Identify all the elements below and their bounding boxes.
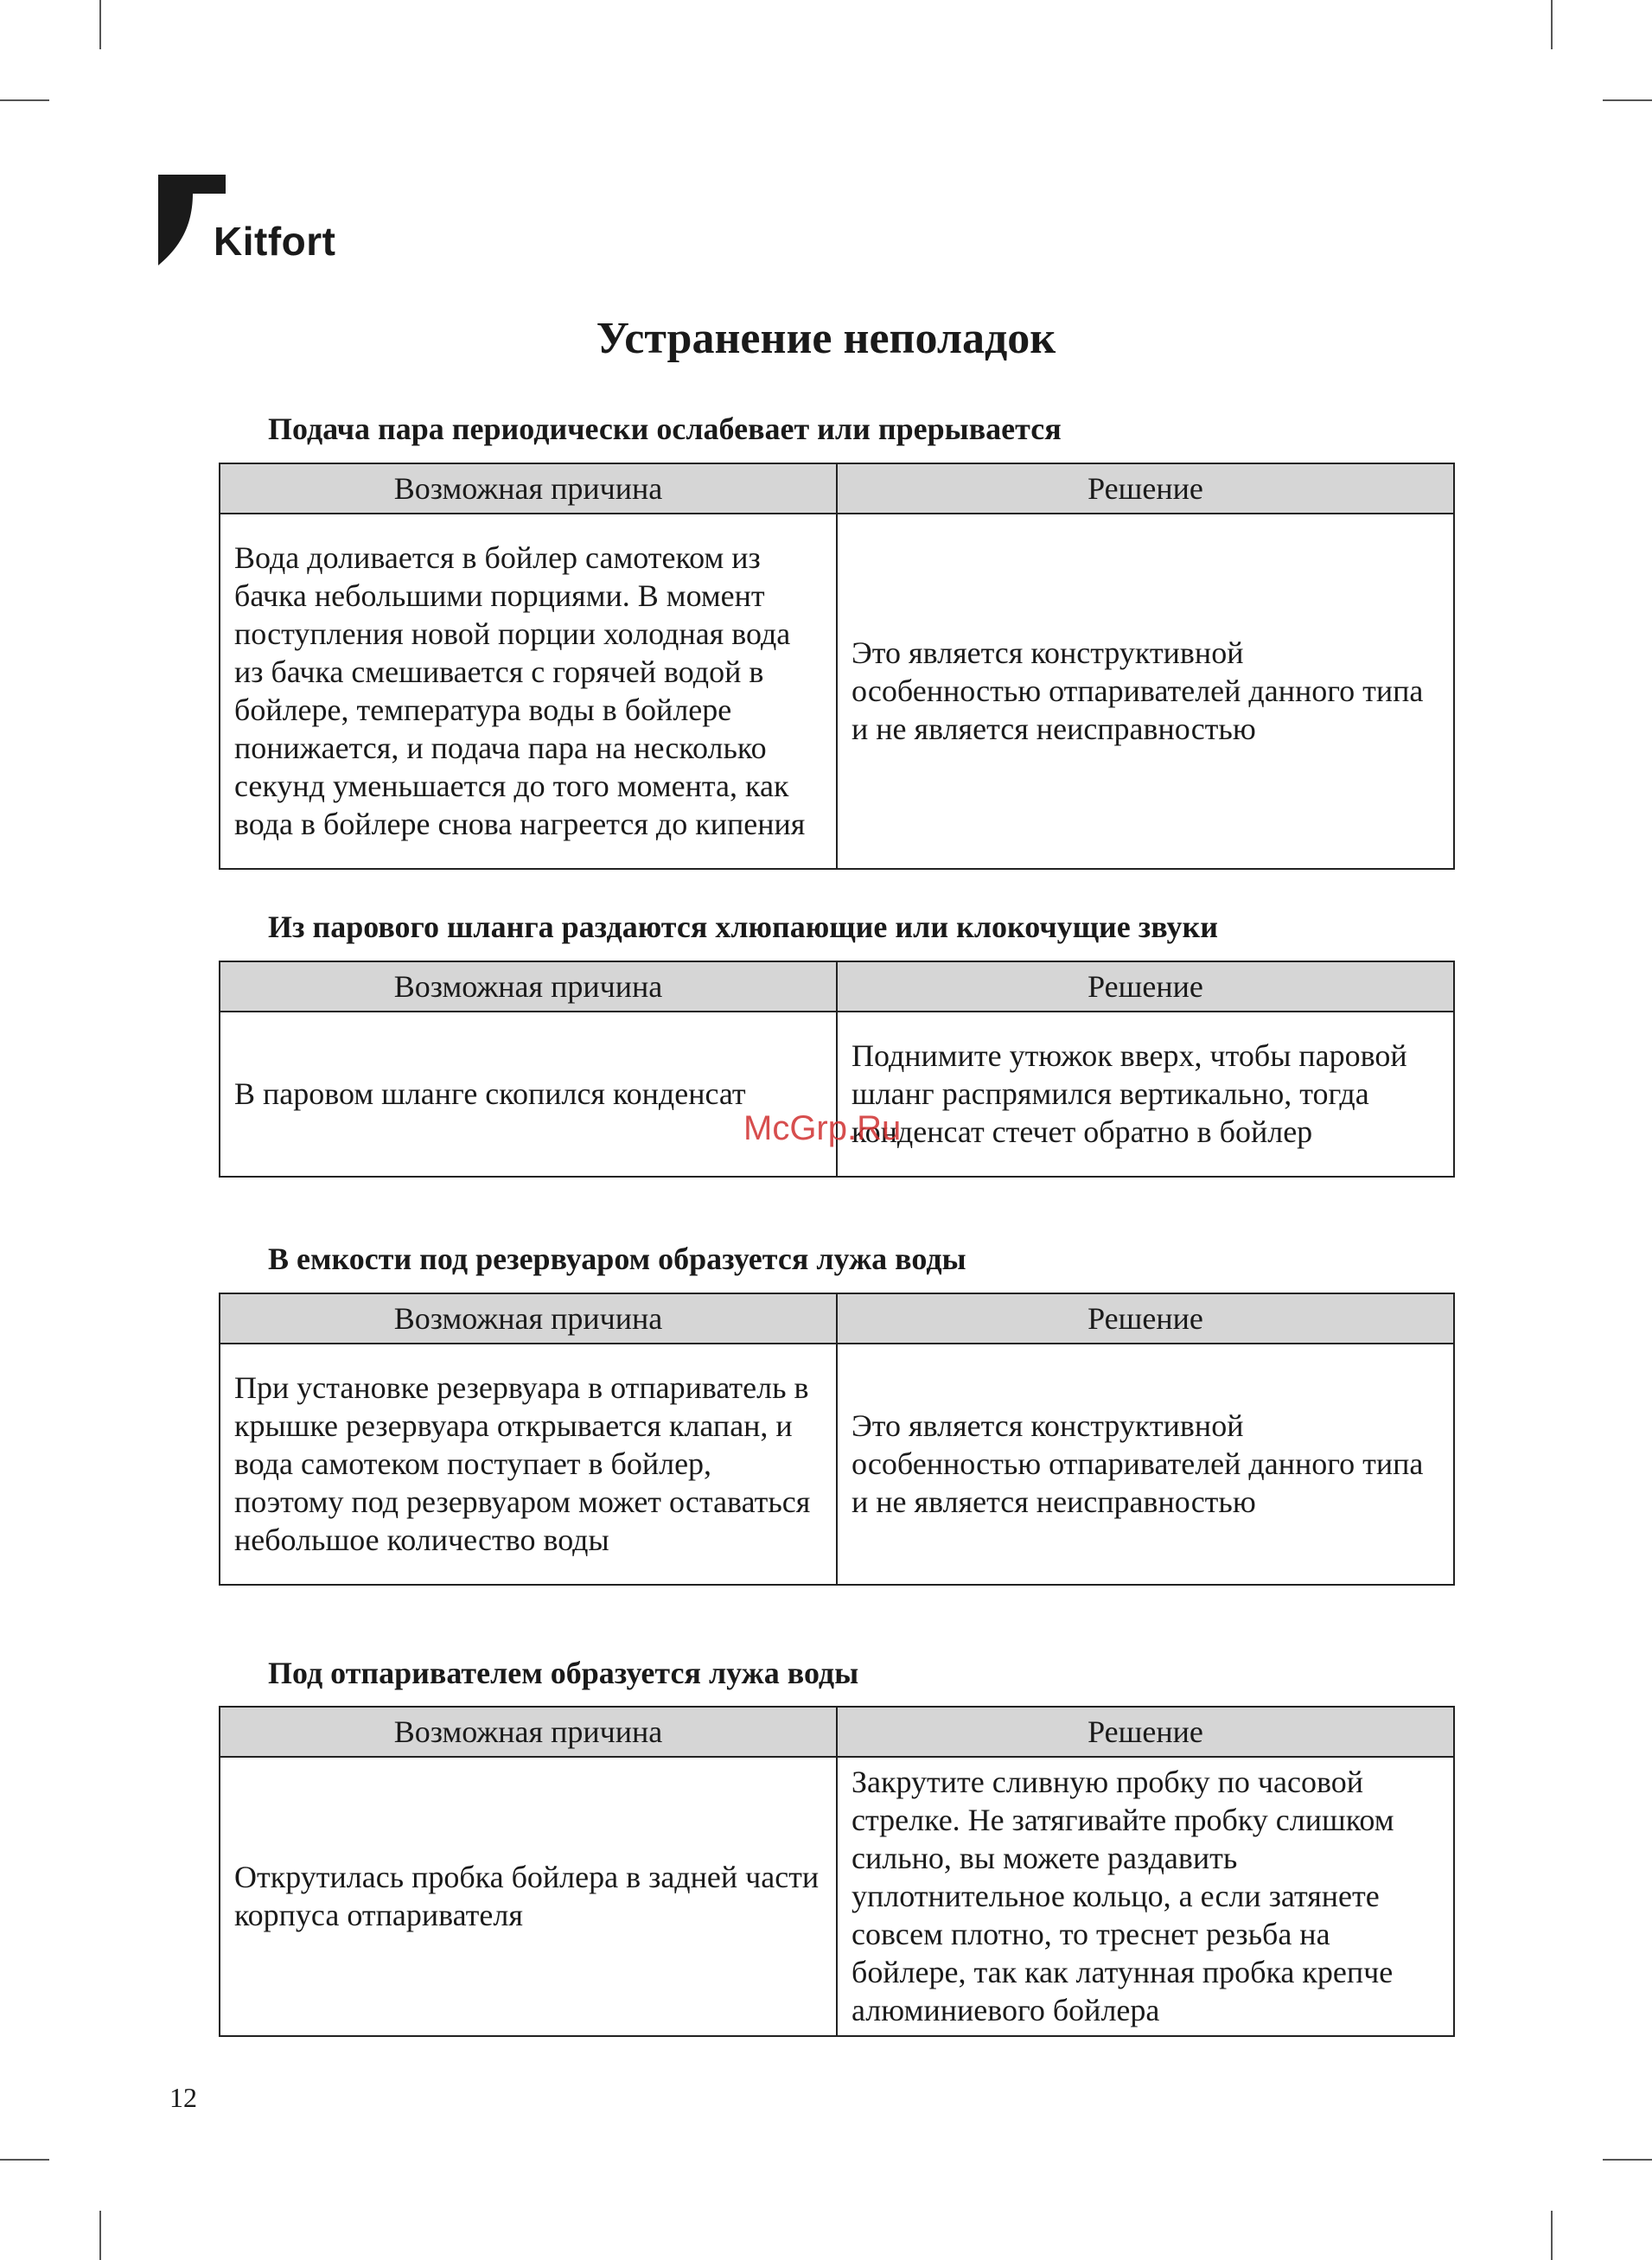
solution-header: Решение xyxy=(837,1293,1454,1344)
section-title: В емкости под резервуаром образуется лужа воды xyxy=(268,1242,966,1276)
cause-cell: При установке резервуара в отпариватель в крышке резервуара открывается клапан, и вода самотеком поступает в бойлер, поэтому под резервуаром может оставаться небольшое количество воды xyxy=(220,1344,837,1585)
troubleshooting-table xyxy=(219,463,1455,870)
crop-mark xyxy=(1551,2211,1553,2260)
table-row xyxy=(220,1012,1454,1177)
troubleshooting-table xyxy=(219,1293,1455,1586)
table-row xyxy=(220,514,1454,869)
crop-mark xyxy=(1603,99,1652,101)
solution-header: Решение xyxy=(837,463,1454,514)
crop-mark xyxy=(99,2211,101,2260)
watermark: McGrp.Ru xyxy=(743,1109,902,1147)
solution-cell: Закрутите сливную пробку по часовой стрелке. Не затягивайте пробку слишком сильно, вы можете раздавить уплотнительное кольцо, а если затянете совсем плотно, то треснет резьба на бойлере, так как латунная пробка крепче алюминиевого бойлера xyxy=(837,1757,1454,2036)
crop-mark xyxy=(0,99,49,101)
brand-logo xyxy=(158,175,348,270)
cause-header: Возможная причина xyxy=(220,1293,837,1344)
troubleshooting-table xyxy=(219,1706,1455,2037)
cause-header: Возможная причина xyxy=(220,463,837,514)
solution-cell: Это является конструктивной особенностью отпаривателей данного типа и не является неисправностью xyxy=(837,514,1454,869)
brand-name: Kitfort xyxy=(214,219,336,264)
section-title: Из парового шланга раздаются хлюпающие или клокочущие звуки xyxy=(268,910,1218,944)
solution-cell: Поднимите утюжок вверх, чтобы паровой шланг распрямился вертикально, тогда конденсат стечет обратно в бойлер xyxy=(837,1012,1454,1177)
table-header-row xyxy=(220,1707,1454,1757)
table-header-row xyxy=(220,463,1454,514)
section-title: Подача пара периодически ослабевает или прерывается xyxy=(268,412,1062,446)
crop-mark xyxy=(0,2159,49,2161)
solution-cell: Это является конструктивной особенностью отпаривателей данного типа и не является неисправностью xyxy=(837,1344,1454,1585)
table-header-row xyxy=(220,1293,1454,1344)
table-header-row xyxy=(220,961,1454,1012)
page-title: Устранение неполадок xyxy=(596,314,1056,363)
cause-header: Возможная причина xyxy=(220,1707,837,1757)
crop-mark xyxy=(1551,0,1553,49)
cause-header: Возможная причина xyxy=(220,961,837,1012)
cause-cell: Вода доливается в бойлер самотеком из бачка небольшими порциями. В момент поступления новой порции холодная вода из бачка смешивается с горячей водой в бойлере, температура воды в бойлере понижается, и подача пара на несколько секунд уменьшается до того момента, как вода в бойлере снова нагреется до кипения xyxy=(220,514,837,869)
crop-mark xyxy=(99,0,101,49)
cause-cell: В паровом шланге скопился конденсат xyxy=(220,1012,837,1177)
page-number: 12 xyxy=(169,2082,197,2113)
section-title: Под отпаривателем образуется лужа воды xyxy=(268,1656,859,1690)
table-row xyxy=(220,1344,1454,1585)
crop-mark xyxy=(1603,2159,1652,2161)
table-row xyxy=(220,1757,1454,2036)
cause-cell: Открутилась пробка бойлера в задней части корпуса отпаривателя xyxy=(220,1757,837,2036)
solution-header: Решение xyxy=(837,1707,1454,1757)
solution-header: Решение xyxy=(837,961,1454,1012)
